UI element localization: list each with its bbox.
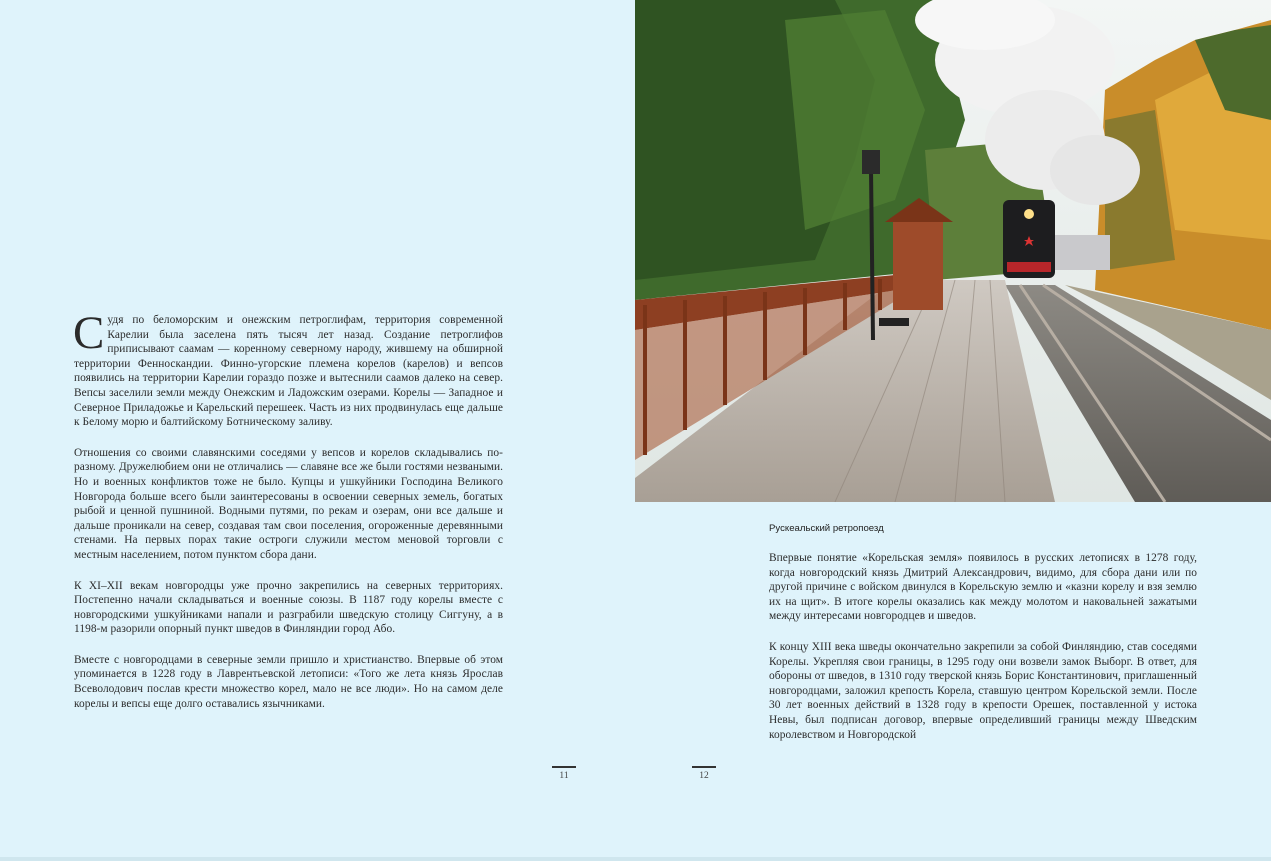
folio-rule (692, 766, 716, 768)
paragraph: Впервые понятие «Корельская земля» появилось в русских летописях в 1278 году, когда новгородский князь Дмитрий Александрович, видимо, для сбора дани или по другой причине с войском двинулся в Корельскую землю и «казни корелу и взя землю их на щит». В итоге корелы оказались как между молотом и наковальней зажатыми между интересами новгородцев и шведов. (769, 552, 1197, 623)
left-text-column (73, 307, 503, 727)
page-edge (0, 857, 1271, 861)
photo-caption: Рускеальский ретропоезд (769, 523, 884, 534)
folio-rule (552, 766, 576, 768)
paragraph: Отношения со своими славянскими соседями у вепсов и корелов складывались по-разному. Дружелюбием они не отличались — славяне все же были гостями незваными. Но и военных конфликтов тоже не было. Купцы и ушкуйники Господина Великого Новгорода больше всего были заинтересованы в освоении северных земель, богатых рыбой и ценной пушниной. Водными путями, по рекам и озерам, они все дальше и дальше проникали на север, создавая там свои поселения, огороженные деревянными стенами. На первых порах такие остроги служили местом меновой торговли с местным населением, потом пунктом сбора дани. (74, 446, 503, 561)
page-number-right (692, 766, 716, 781)
train-photo (635, 0, 1271, 502)
right-text-column (769, 551, 1197, 758)
paragraph: Вместе с новгородцами в северные земли пришло и христианство. Впервые об этом упоминается в 1228 году в Лаврентьевской летописи: «Того же лета князь Ярослав Всеволодович послав крести множество корел, мало не все люди». Но на самом деле корелы и вепсы еще долго оставались язычниками. (74, 653, 503, 710)
paragraph: К концу XIII века шведы окончательно закрепили за собой Финляндию, став соседями Корелы. Укрепляя свои границы, в 1295 году они возвели замок Выборг. В ответ, для обороны от шведов, в 1310 году тверской князь Борис Константинович, приглашенный новгородцами, заложил крепость Корела, ставшую центром Корельской земли. После 30 лет военных действий в 1328 году в крепости Орешек, поставленной у истока Невы, был подписан договор, впервые определивший границы между Шведским королевством и Новгородской (769, 640, 1197, 741)
paragraph: Судя по беломорским и онежским петроглифам, территория современной Карелии была заселена пять тысяч лет назад. Создание петроглифов приписывают саамам — коренному северному народу, жившему на обширной территории Фенноскандии. Финно-угорские племена корелов (карелов) и вепсов появились на территории Карелии гораздо позже и вытеснили саамов далеко на север. Вепсы заселили земли между Онежским и Ладожским озерами. Корелы — Западное и Северное Приладожье и Карельский перешеек. Часть из них продвинулась еще дальше к Белому морю и балтийскому Ботническому заливу. (73, 307, 503, 429)
page-number: 11 (559, 771, 569, 781)
page-number: 12 (699, 771, 709, 781)
page-number-left (552, 766, 576, 781)
left-page (0, 0, 635, 861)
paragraph: К XI–XII векам новгородцы уже прочно закрепились на северных территориях. Постепенно начали складываться и военные союзы. В 1187 году корелы вместе с новгородскими ушкуйниками напали и разграбили шведскую столицу Сиггуну, а в 1198-м разорили опорный пункт шведов в Финляндии город Або. (74, 579, 503, 636)
